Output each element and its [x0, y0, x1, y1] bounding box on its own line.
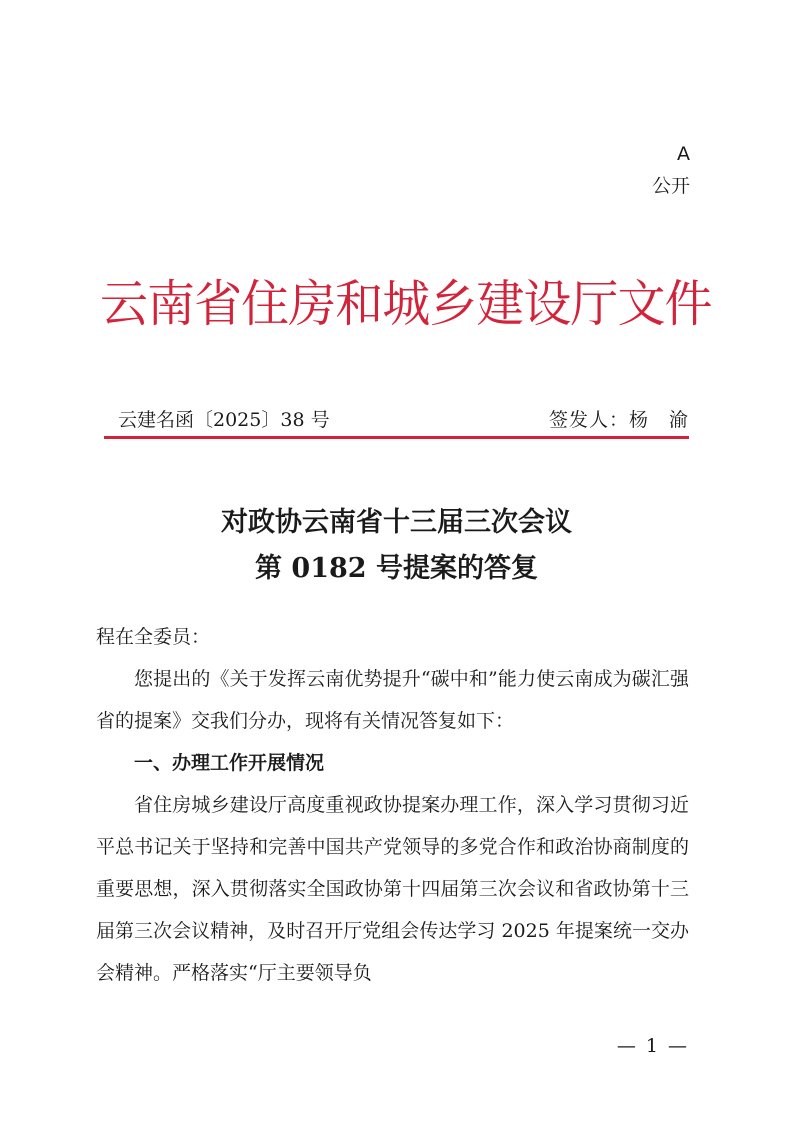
classification-mark [652, 142, 690, 198]
body-paragraph-2: 省住房城乡建设厅高度重视政协提案办理工作，深入学习贯彻习近平总书记关于坚持和完善中国共产党领导的多党合作和政治协商制度的重要思想，深入贯彻落实全国政协第十四届第三次会议和省政协第十三届第三次会议精神，及时召开厅党组会传达学习 2025 年提案统一交办会精神。严格落实“厅主要领导负 [96, 794, 689, 984]
classification-level: A [677, 143, 690, 165]
subject-line-2: 第 0182 号提案的答复 [255, 553, 538, 584]
page-number: — 1 — [616, 1035, 689, 1057]
document-subject [100, 500, 693, 592]
body-paragraph-1: 您提出的《关于发挥云南优势提升“碳中和”能力使云南成为碳汇强省的提案》交我们分办，现将有关情况答复如下： [96, 668, 689, 732]
signer: 签发人：杨 渝 [548, 409, 689, 431]
disclosure-status: 公开 [651, 175, 690, 197]
document-number: 云建名函〔2025〕38 号 [118, 409, 330, 431]
document-info-line [118, 405, 689, 435]
subject-line-1: 对政协云南省十三届三次会议 [221, 507, 572, 538]
issuing-authority-title: 云南省住房和城乡建设厅文件 [100, 275, 712, 333]
red-separator-line [104, 436, 689, 439]
section-heading-1: 一、办理工作开展情况 [134, 752, 325, 774]
document-body [96, 616, 689, 994]
salutation: 程在全委员： [96, 626, 211, 648]
